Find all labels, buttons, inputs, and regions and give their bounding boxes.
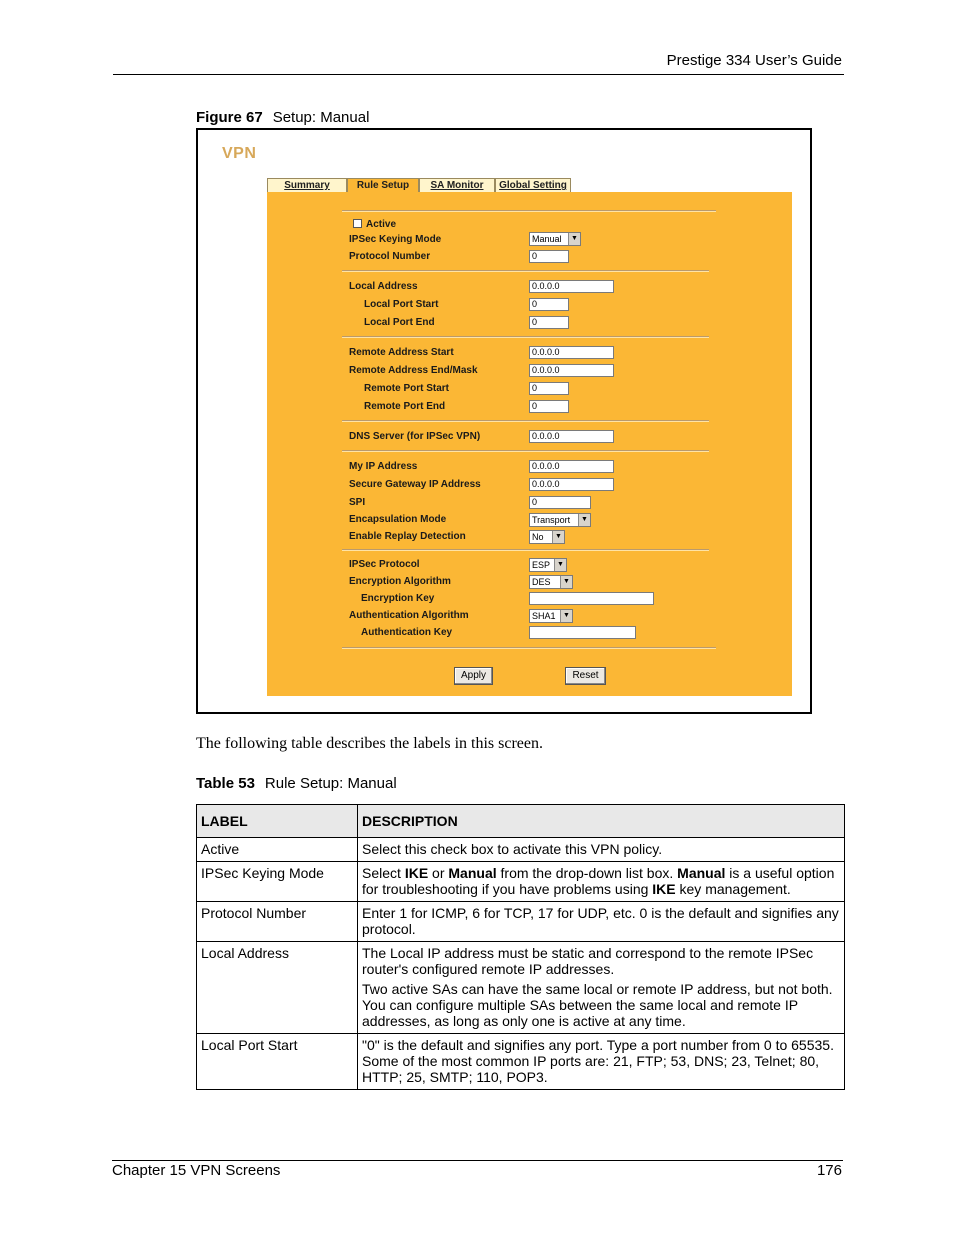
label-description-table: [196, 804, 845, 1090]
dropdown-arrow-icon: ▼: [560, 576, 572, 588]
row-label: IPSec Keying Mode: [197, 862, 358, 902]
running-header: Prestige 334 User’s Guide: [666, 52, 842, 69]
table-header-row: [197, 805, 845, 838]
description-text: "0" is the default and signifies any port. Type a port number from 0 to 65535. Some of the most common IP ports are: 21, FTP; 53, DNS; 23, Telnet; 80, HTTP; 25, SMTP; 110, POP3.: [362, 1037, 834, 1085]
authentication-key-input[interactable]: [529, 626, 636, 639]
row-label: Active: [197, 838, 358, 862]
column-header-label: LABEL: [197, 805, 358, 838]
divider: [342, 420, 709, 422]
intro-paragraph: The following table describes the labels in this screen.: [196, 735, 544, 752]
remote-port-start-label: Remote Port Start: [364, 383, 450, 394]
description-text: Enter 1 for ICMP, 6 for TCP, 17 for UDP, etc. 0 is the default and signifies any protocol.: [362, 905, 839, 937]
replay-detection-label: Enable Replay Detection: [349, 531, 466, 542]
table-row: [197, 862, 845, 902]
row-description: [358, 838, 845, 862]
divider: [342, 210, 716, 212]
encapsulation-mode-select[interactable]: [529, 513, 591, 527]
reset-button[interactable]: Reset: [565, 667, 606, 685]
remote-port-end-input[interactable]: 0: [529, 400, 569, 413]
dns-server-label: DNS Server (for IPSec VPN): [349, 431, 481, 442]
ipsec-keying-mode-select[interactable]: [529, 232, 581, 246]
ipsec-keying-mode-label: IPSec Keying Mode: [349, 234, 442, 245]
local-port-start-input[interactable]: 0: [529, 298, 569, 311]
local-port-end-input[interactable]: 0: [529, 316, 569, 329]
row-description: [358, 1034, 845, 1090]
apply-button[interactable]: Apply: [454, 667, 493, 685]
table-number: Table 53: [196, 775, 255, 792]
table-row: [197, 902, 845, 942]
local-port-start-label: Local Port Start: [364, 299, 439, 310]
dns-server-input[interactable]: 0.0.0.0: [529, 430, 614, 443]
row-description: [358, 902, 845, 942]
local-address-input[interactable]: 0.0.0.0: [529, 280, 614, 293]
my-ip-address-input[interactable]: 0.0.0.0: [529, 460, 614, 473]
replay-detection-select[interactable]: [529, 530, 565, 544]
authentication-algorithm-select[interactable]: [529, 609, 573, 623]
dropdown-arrow-icon: ▼: [578, 514, 590, 526]
divider: [342, 549, 709, 551]
remote-port-start-input[interactable]: 0: [529, 382, 569, 395]
figure-number: Figure 67: [196, 109, 263, 126]
dropdown-arrow-icon: ▼: [552, 531, 564, 543]
header-rule: [113, 74, 844, 75]
tab-global-setting[interactable]: Global Setting: [495, 178, 571, 192]
row-label: Protocol Number: [197, 902, 358, 942]
tab-bar: [267, 178, 571, 192]
ipsec-protocol-value: ESP: [532, 560, 551, 570]
row-label: Local Port Start: [197, 1034, 358, 1090]
remote-address-end-input[interactable]: 0.0.0.0: [529, 364, 614, 377]
active-checkbox[interactable]: [353, 219, 362, 228]
tab-rule-setup[interactable]: Rule Setup: [347, 178, 419, 192]
encryption-algorithm-value: DES: [532, 577, 551, 587]
divider: [342, 450, 709, 452]
replay-detection-value: No: [532, 532, 544, 542]
encryption-algorithm-select[interactable]: [529, 575, 573, 589]
spi-input[interactable]: 0: [529, 496, 591, 509]
tab-sa-monitor[interactable]: SA Monitor: [419, 178, 495, 192]
encryption-key-label: Encryption Key: [361, 593, 435, 604]
column-header-description: DESCRIPTION: [358, 805, 845, 838]
spi-label: SPI: [349, 497, 366, 508]
dropdown-arrow-icon: ▼: [568, 233, 580, 245]
active-label: Active: [366, 219, 397, 230]
vpn-screen-title: VPN: [222, 145, 257, 162]
remote-address-start-label: Remote Address Start: [349, 347, 454, 358]
divider: [342, 336, 709, 338]
remote-port-end-label: Remote Port End: [364, 401, 446, 412]
secure-gateway-input[interactable]: 0.0.0.0: [529, 478, 614, 491]
description-text: Select IKE or Manual from the drop-down list box. Manual is a useful option for troubleshooting if you have problems using IKE key management.: [362, 865, 835, 897]
divider: [342, 270, 709, 272]
table-row: [197, 1034, 845, 1090]
ipsec-protocol-label: IPSec Protocol: [349, 559, 420, 570]
ipsec-protocol-select[interactable]: [529, 558, 567, 572]
footer-rule: [112, 1160, 843, 1161]
divider: [342, 647, 716, 649]
authentication-key-label: Authentication Key: [361, 627, 453, 638]
encapsulation-mode-value: Transport: [532, 515, 571, 525]
authentication-algorithm-value: SHA1: [532, 611, 556, 621]
rule-setup-panel: [267, 192, 792, 696]
encryption-algorithm-label: Encryption Algorithm: [349, 576, 451, 587]
protocol-number-label: Protocol Number: [349, 251, 431, 262]
description-text: The Local IP address must be static and correspond to the remote IPSec router's configured remote IP addresses.: [362, 945, 814, 977]
protocol-number-input[interactable]: 0: [529, 250, 569, 263]
local-address-label: Local Address: [349, 281, 418, 292]
description-text: Select this check box to activate this VPN policy.: [362, 841, 663, 857]
tab-summary[interactable]: Summary: [267, 178, 347, 192]
dropdown-arrow-icon: ▼: [560, 610, 572, 622]
authentication-algorithm-label: Authentication Algorithm: [349, 610, 469, 621]
table-caption: [196, 775, 397, 792]
dropdown-arrow-icon: ▼: [554, 559, 566, 571]
remote-address-start-input[interactable]: 0.0.0.0: [529, 346, 614, 359]
local-port-end-label: Local Port End: [364, 317, 435, 328]
ipsec-keying-mode-value: Manual: [532, 234, 562, 244]
figure-screenshot: [196, 128, 812, 714]
remote-address-end-label: Remote Address End/Mask: [349, 365, 478, 376]
row-description: [358, 862, 845, 902]
figure-title: Setup: Manual: [272, 109, 370, 126]
row-label: Local Address: [197, 942, 358, 1034]
encryption-key-input[interactable]: [529, 592, 654, 605]
footer-chapter: Chapter 15 VPN Screens: [112, 1162, 281, 1179]
page-number: 176: [816, 1162, 842, 1179]
my-ip-address-label: My IP Address: [349, 461, 418, 472]
table-row: [197, 942, 845, 1034]
encapsulation-mode-label: Encapsulation Mode: [349, 514, 447, 525]
table-row: [197, 838, 845, 862]
table-title: Rule Setup: Manual: [264, 775, 397, 792]
row-description: [358, 942, 845, 1034]
description-text: Two active SAs can have the same local or remote IP address, but not both. You can configure multiple SAs between the same local and remote IP addresses, as long as only one is active at any time.: [362, 981, 833, 1029]
figure-caption: [196, 109, 369, 126]
secure-gateway-label: Secure Gateway IP Address: [349, 479, 481, 490]
